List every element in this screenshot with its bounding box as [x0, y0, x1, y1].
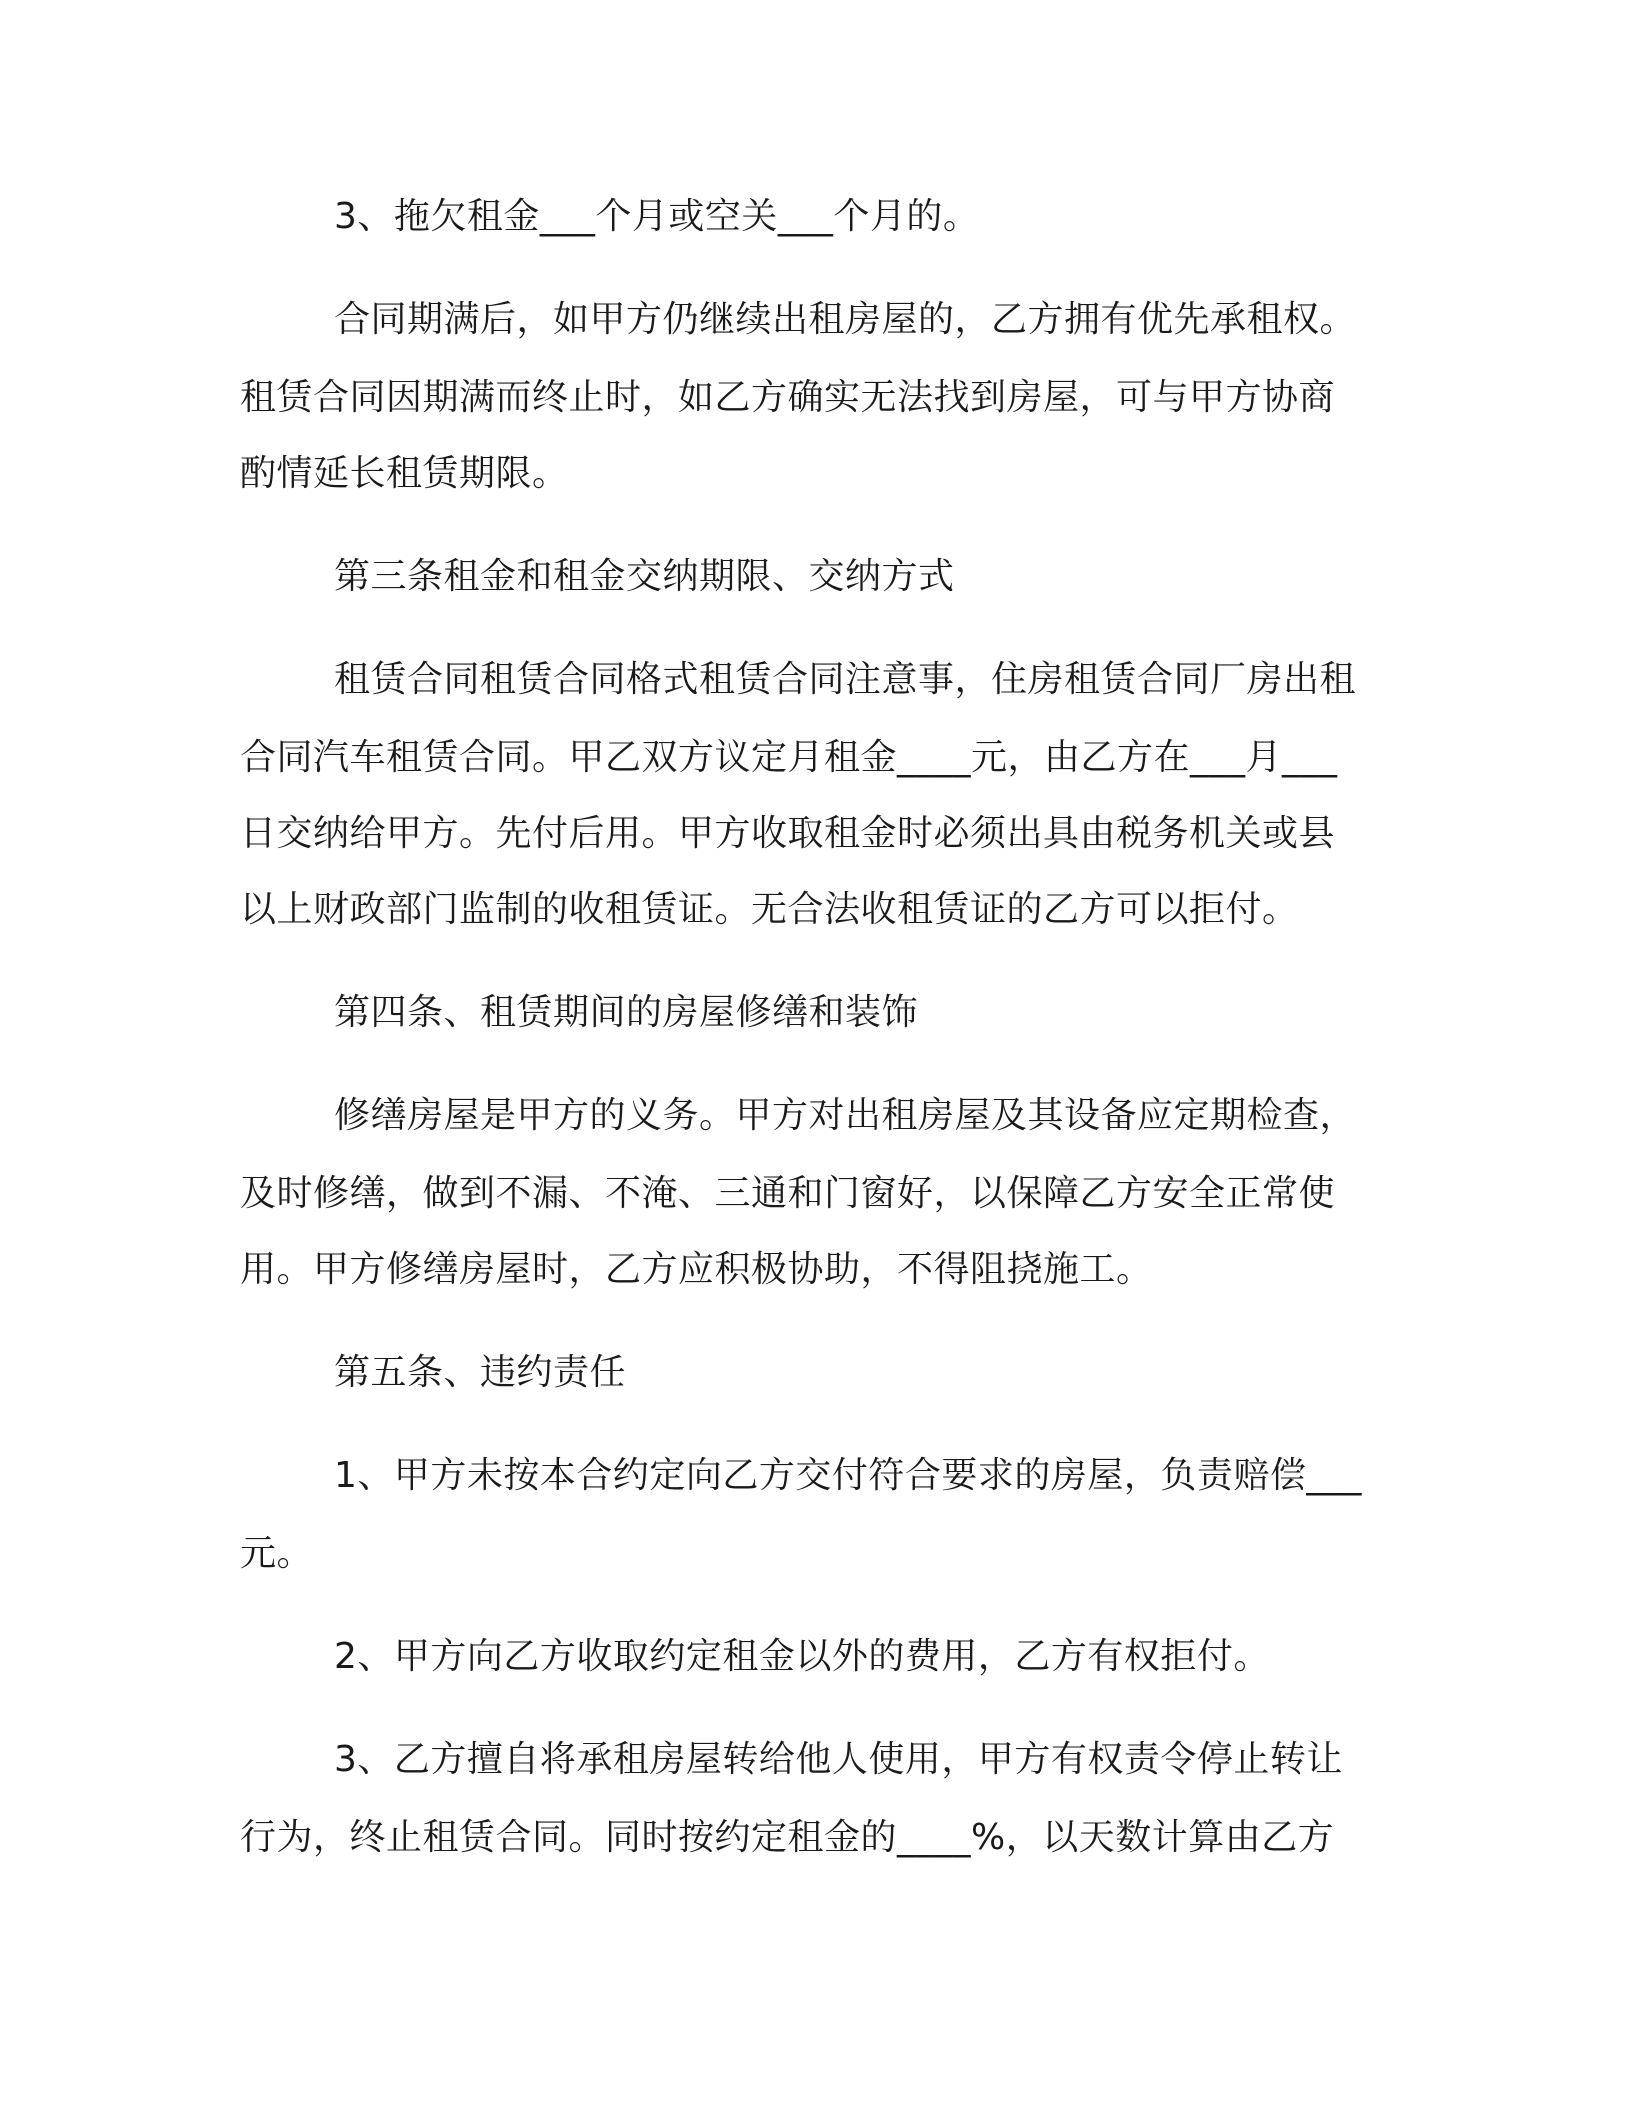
section-heading: 第五条、违约责任	[334, 1352, 627, 1393]
text-line: 以上财政部门监制的收租赁证。无合法收租赁证的乙方可以拒付。	[240, 889, 1299, 930]
text-line: 用。甲方修缮房屋时，乙方应积极协助，不得阻挠施工。	[240, 1249, 1153, 1290]
text-line: 行为，终止租赁合同。同时按约定租金的____%，以天数计算由乙方	[240, 1817, 1335, 1858]
text-line: 租赁合同因期满而终止时，如乙方确实无法找到房屋，可与甲方协商	[240, 377, 1336, 418]
text-line: 3、拖欠租金___个月或空关___个月的。	[334, 196, 980, 237]
text-line: 日交纳给甲方。先付后用。甲方收取租金时必须出具由税务机关或县	[240, 813, 1336, 854]
text-line: 2、甲方向乙方收取约定租金以外的费用，乙方有权拒付。	[334, 1636, 1270, 1677]
section-heading: 第四条、租赁期间的房屋修缮和装饰	[334, 992, 919, 1033]
text-line: 1、甲方未按本合约定向乙方交付符合要求的房屋，负责赔偿___	[334, 1455, 1362, 1496]
text-line: 3、乙方擅自将承租房屋转给他人使用，甲方有权责令停止转让	[334, 1739, 1343, 1780]
text-line: 修缮房屋是甲方的义务。甲方对出租房屋及其设备应定期检查，	[334, 1095, 1357, 1136]
text-line: 合同期满后，如甲方仍继续出租房屋的，乙方拥有优先承租权。	[334, 299, 1357, 340]
text-line: 租赁合同租赁合同格式租赁合同注意事，住房租赁合同厂房出租	[334, 659, 1357, 700]
text-line: 及时修缮，做到不漏、不淹、三通和门窗好，以保障乙方安全正常使	[240, 1173, 1336, 1214]
section-heading: 第三条租金和租金交纳期限、交纳方式	[334, 556, 955, 597]
text-line: 元。	[240, 1533, 314, 1574]
text-line: 合同汽车租赁合同。甲乙双方议定月租金____元，由乙方在___月___	[240, 737, 1338, 778]
text-line: 酌情延长租赁期限。	[240, 453, 569, 494]
